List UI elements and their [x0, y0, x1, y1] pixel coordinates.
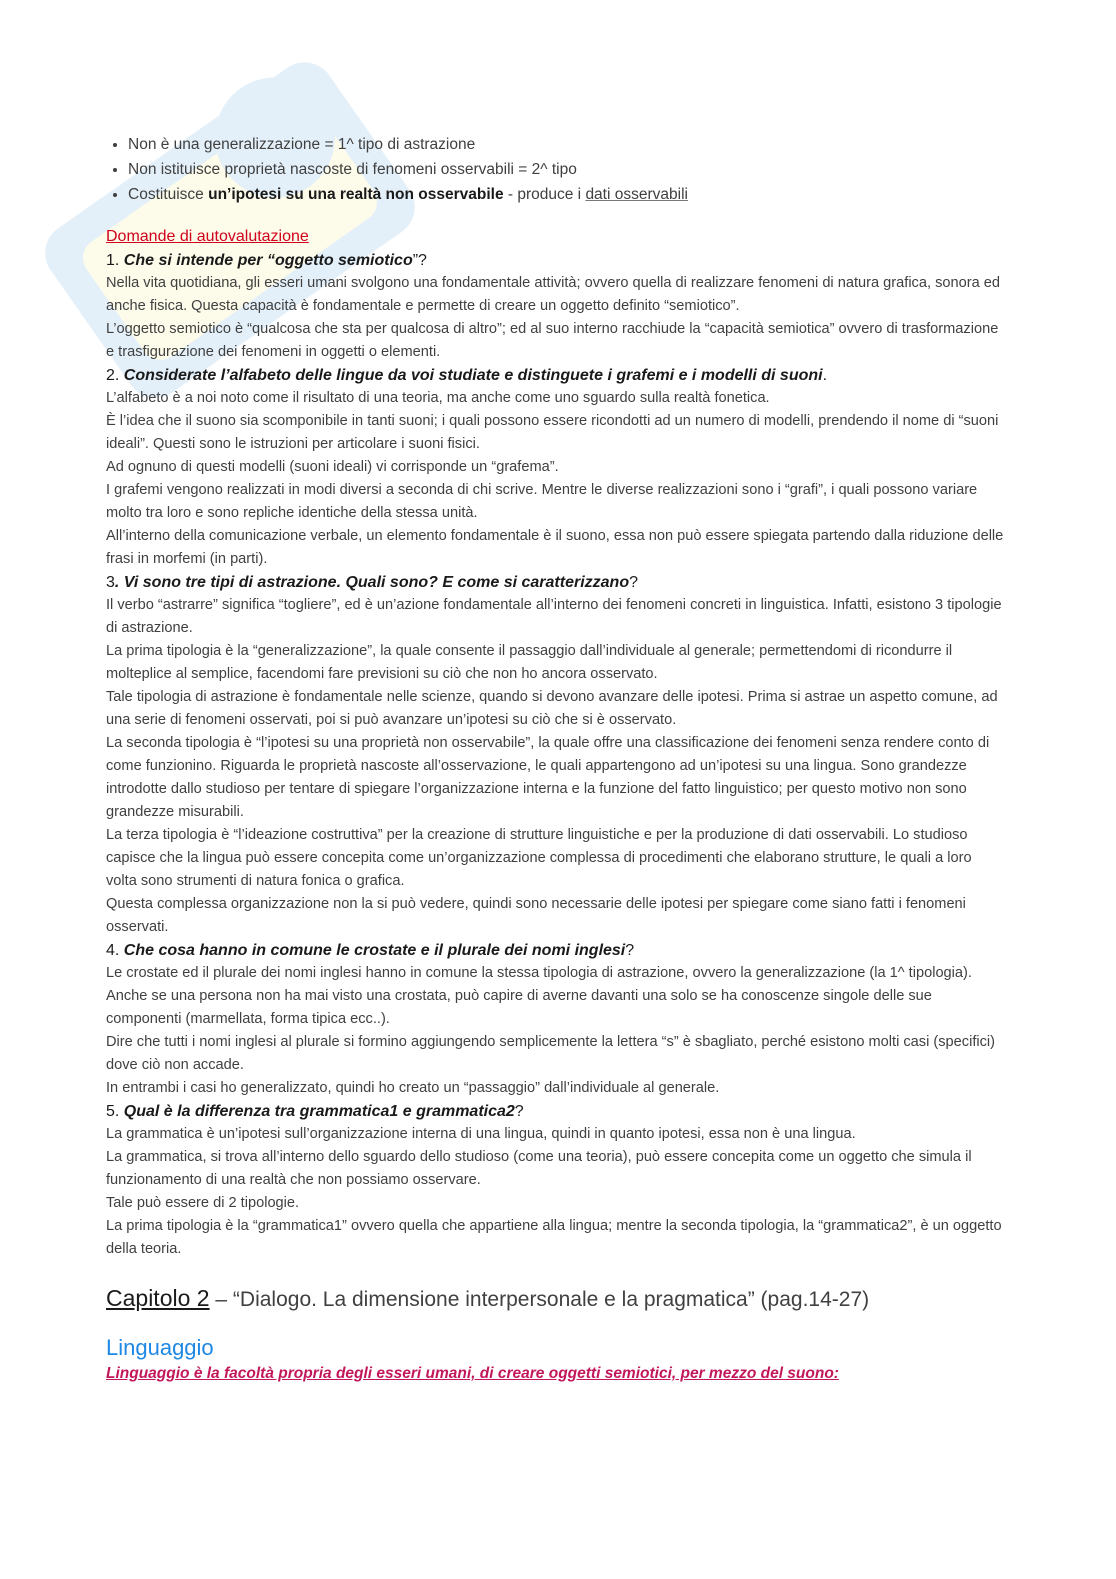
chapter-subtitle: – “Dialogo. La dimensione interpersonale e la pragmatica” (pag.14-27)	[209, 1288, 870, 1311]
chapter-title: Capitolo 2	[106, 1285, 210, 1311]
question-1: 1. Che si intende per “oggetto semiotico”?	[106, 252, 427, 269]
document-page	[106, 132, 1006, 1385]
bullet-list	[106, 132, 1006, 207]
list-item: • Costituisce un’ipotesi su una realtà non osservabile - produce i dati osservabili	[128, 182, 1006, 207]
paragraph: L’alfabeto è a noi noto come il risultato di una teoria, ma anche come uno sguardo sulla realtà fonetica.	[106, 390, 770, 406]
question-4: 4. Che cosa hanno in comune le crostate e il plurale dei nomi inglesi?	[106, 942, 635, 959]
paragraph: La seconda tipologia è “l’ipotesi su una proprietà non osservabile”, la quale offre una classificazione dei fenomeni senza rendere conto di come funzionino. Riguarda le proprietà nascoste all’osservazione, le quali appartengono ad un’ipotesi su una lingua. Sono grandezze introdotte dallo studioso per tentare di spiegare l’organizzazione interna e la funzione del fatto linguistico; per questo motivo non sono grandezze misurabili.	[106, 735, 990, 820]
chapter-heading	[106, 1283, 1006, 1315]
paragraph: È l’idea che il suono sia scomponibile in tanti suoni; i quali possono essere ricondotti ad un numero di modelli, prendendo il nome di “suoni ideali”. Questi sono le istruzioni per articolare i suoni fisici.	[106, 413, 999, 452]
underlined-phrase: dati osservabili	[585, 186, 688, 203]
paragraph: Questa complessa organizzazione non la si può vedere, quindi sono necessarie delle ipotesi per spiegare come siano fatti i fenomeni osservati.	[106, 896, 966, 935]
paragraph: I grafemi vengono realizzati in modi diversi a seconda di chi scrive. Mentre le diverse realizzazioni sono i “grafi”, i quali possono variare molto tra loro e sono repliche identiche della stessa unità.	[106, 482, 978, 521]
linguaggio-definition: Linguaggio è la facoltà propria degli esseri umani, di creare oggetti semiotici, per mezzo del suono:	[106, 1365, 839, 1382]
linguaggio-heading: Linguaggio	[106, 1335, 214, 1360]
section-title: Domande di autovalutazione	[106, 228, 309, 245]
paragraph: Le crostate ed il plurale dei nomi inglesi hanno in comune la stessa tipologia di astrazione, ovvero la generalizzazione (la 1^ tipologia).	[106, 965, 972, 981]
bold-phrase: un’ipotesi su una realtà non osservabile	[208, 186, 504, 203]
list-item: • Non istituisce proprietà nascoste di fenomeni osservabili = 2^ tipo	[128, 157, 1006, 182]
paragraph: La prima tipologia è la “grammatica1” ovvero quella che appartiene alla lingua; mentre la seconda tipologia, la “grammatica2”, è un oggetto della teoria.	[106, 1218, 1002, 1257]
paragraph: Tale può essere di 2 tipologie.	[106, 1195, 300, 1211]
paragraph: Nella vita quotidiana, gli esseri umani svolgono una fondamentale attività; ovvero quella di realizzare fenomeni di natura grafica, sonora ed anche fisica. Questa capacità è fondamentale e permette di creare un oggetto definito “semiotico”.	[106, 275, 1000, 314]
paragraph: All’interno della comunicazione verbale, un elemento fondamentale è il suono, essa non può essere spiegata partendo dalla riduzione delle frasi in morfemi (in parti).	[106, 528, 1004, 567]
paragraph: La terza tipologia è “l’ideazione costruttiva” per la creazione di strutture linguistiche e per la produzione di dati osservabili. Lo studioso capisce che la lingua può essere concepita come un’organizzazione complessa di procedimenti che elaborano strutture, le quali a loro volta sono strumenti di natura fonica o grafica.	[106, 827, 972, 889]
list-item: • Non è una generalizzazione = 1^ tipo di astrazione	[128, 132, 1006, 157]
paragraph: Tale tipologia di astrazione è fondamentale nelle scienze, quando si devono avanzare delle ipotesi. Prima si astrae un aspetto comune, ad una serie di fenomeni osservati, poi si può avanzare un’ipotesi su ciò che si è osservato.	[106, 689, 998, 728]
paragraph: Il verbo “astrarre” significa “togliere”, ed è un’azione fondamentale all’interno dei fenomeni concreti in linguistica. Infatti, esistono 3 tipologie di astrazione.	[106, 597, 1002, 636]
paragraph: La grammatica è un’ipotesi sull’organizzazione interna di una lingua, quindi in quanto ipotesi, essa non è una lingua.	[106, 1126, 856, 1142]
paragraph: La grammatica, si trova all’interno dello sguardo dello studioso (come una teoria), può essere concepita come un oggetto che simula il funzionamento di una realtà che non possiamo osservare.	[106, 1149, 972, 1188]
paragraph: Anche se una persona non ha mai visto una crostata, può capire di averne davanti una solo se ha conoscenze singole delle sue componenti (marmellata, forma tipica ecc..).	[106, 988, 932, 1027]
paragraph: In entrambi i casi ho generalizzato, quindi ho creato un “passaggio” dall’individuale al generale.	[106, 1080, 720, 1096]
paragraph: L’oggetto semiotico è “qualcosa che sta per qualcosa di altro”; ed al suo interno racchiude la “capacità semiotica” ovvero di trasformazione e trasfigurazione dei fenomeni in oggetti o elementi.	[106, 321, 999, 360]
paragraph: La prima tipologia è la “generalizzazione”, la quale consente il passaggio dall’individuale al generale; permettendomi di ricondurre il molteplice al semplice, facendomi fare previsioni su ciò che non ho ancora osservato.	[106, 643, 953, 682]
paragraph: Ad ognuno di questi modelli (suoni ideali) vi corrisponde un “grafema”.	[106, 459, 559, 475]
question-2: 2. Considerate l’alfabeto delle lingue da voi studiate e distinguete i grafemi e i modelli di suoni.	[106, 367, 828, 384]
question-3: 3. Vi sono tre tipi di astrazione. Quali sono? E come si caratterizzano?	[106, 574, 638, 591]
paragraph: Dire che tutti i nomi inglesi al plurale si formino aggiungendo semplicemente la lettera “s” è sbagliato, perché esistono molti casi (specifici) dove ciò non accade.	[106, 1034, 996, 1073]
question-5: 5. Qual è la differenza tra grammatica1 e grammatica2?	[106, 1103, 524, 1120]
